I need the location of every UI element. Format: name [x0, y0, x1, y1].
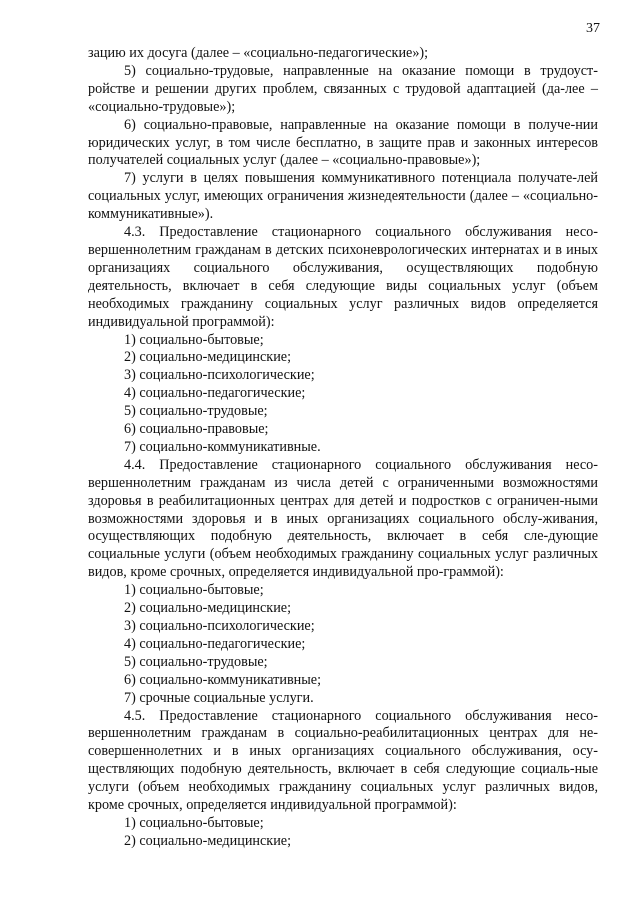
section-4-4-paragraph: 4.4. Предоставление стационарного социального обслуживания несо-вершеннолетним гражданам из числа детей с ограниченными возможностями здоровья в реабилитационных центрах для детей и подростков с ограничен-ными возможностями здоровья и в иных организациях социального обслу-живания, осуществляющих подобную деятельность, включает в себя сле-дующие социальные услуги (объем необходимых гражданину социальных услуг различных видов, кроме срочных, определяется индивидуальной про-граммой):: [88, 456, 598, 581]
intro-tail-paragraph: зацию их досуга (далее – «социально-педагогические»);: [88, 45, 429, 61]
paragraph-item-7-communicative: 7) услуги в целях повышения коммуникативного потенциала получате-лей социальных услуг, имеющих ограничения жизнедеятельности (далее – «социально-коммуникативные»).: [88, 170, 598, 223]
paragraph-item-5-labor: 5) социально-трудовые, направленные на оказание помощи в трудоуст-ройстве и решении других проблем, связанных с трудовой адаптацией (да-лее – «социально-трудовые»);: [88, 62, 598, 115]
section-4-3-list: [88, 332, 598, 457]
list-item: 1) социально-бытовые;: [124, 331, 264, 348]
list-item: 7) срочные социальные услуги.: [124, 689, 314, 706]
section-4-4-list: [88, 582, 598, 707]
list-item: 6) социально-коммуникативные;: [124, 671, 322, 688]
list-item: 6) социально-правовые;: [124, 421, 269, 438]
list-item: 2) социально-медицинские;: [124, 600, 292, 617]
list-item: 2) социально-медицинские;: [124, 832, 292, 849]
list-item: 3) социально-психологические;: [124, 618, 315, 634]
list-item: 1) социально-бытовые;: [124, 582, 264, 599]
list-item: 3) социально-психологические;: [124, 367, 315, 384]
page-number: 37: [586, 21, 600, 36]
section-4-3-paragraph: 4.3. Предоставление стационарного социального обслуживания несо-вершеннолетним гражданам в детских психоневрологических интернатах и в иных организациях социального обслуживания, осуществляющих подобную деятельность, включает в себя следующие виды социальных услуг (объем необходимых гражданину социальных услуг различных видов определяется индивидуальной программой):: [88, 224, 598, 330]
paragraph-item-6-legal: 6) социально-правовые, направленные на оказание помощи в получе-нии юридических услуг, в том числе бесплатно, в защите прав и законных интересов получателей социальных услуг (далее – «социально-правовые»);: [88, 116, 598, 169]
section-4-5-list: [88, 815, 598, 851]
list-item: 1) социально-бытовые;: [124, 814, 264, 831]
list-item: 4) социально-педагогические;: [124, 385, 306, 402]
list-item: 2) социально-медицинские;: [124, 349, 292, 366]
page-body: [88, 45, 598, 851]
list-item: 5) социально-трудовые;: [124, 403, 268, 420]
list-item: 5) социально-трудовые;: [124, 653, 268, 670]
list-item: 7) социально-коммуникативные.: [124, 438, 321, 455]
section-4-5-paragraph: 4.5. Предоставление стационарного социального обслуживания несо-вершеннолетним гражданам в социально-реабилитационных центрах для не-совершеннолетних и в иных организациях социального обслуживания, осу-ществляющих подобную деятельность, включает в себя следующие социаль-ные услуги (объем необходимых гражданину социальных услуг различных видов, кроме срочных, определяется индивидуальной программой):: [88, 707, 598, 814]
list-item: 4) социально-педагогические;: [124, 635, 306, 652]
